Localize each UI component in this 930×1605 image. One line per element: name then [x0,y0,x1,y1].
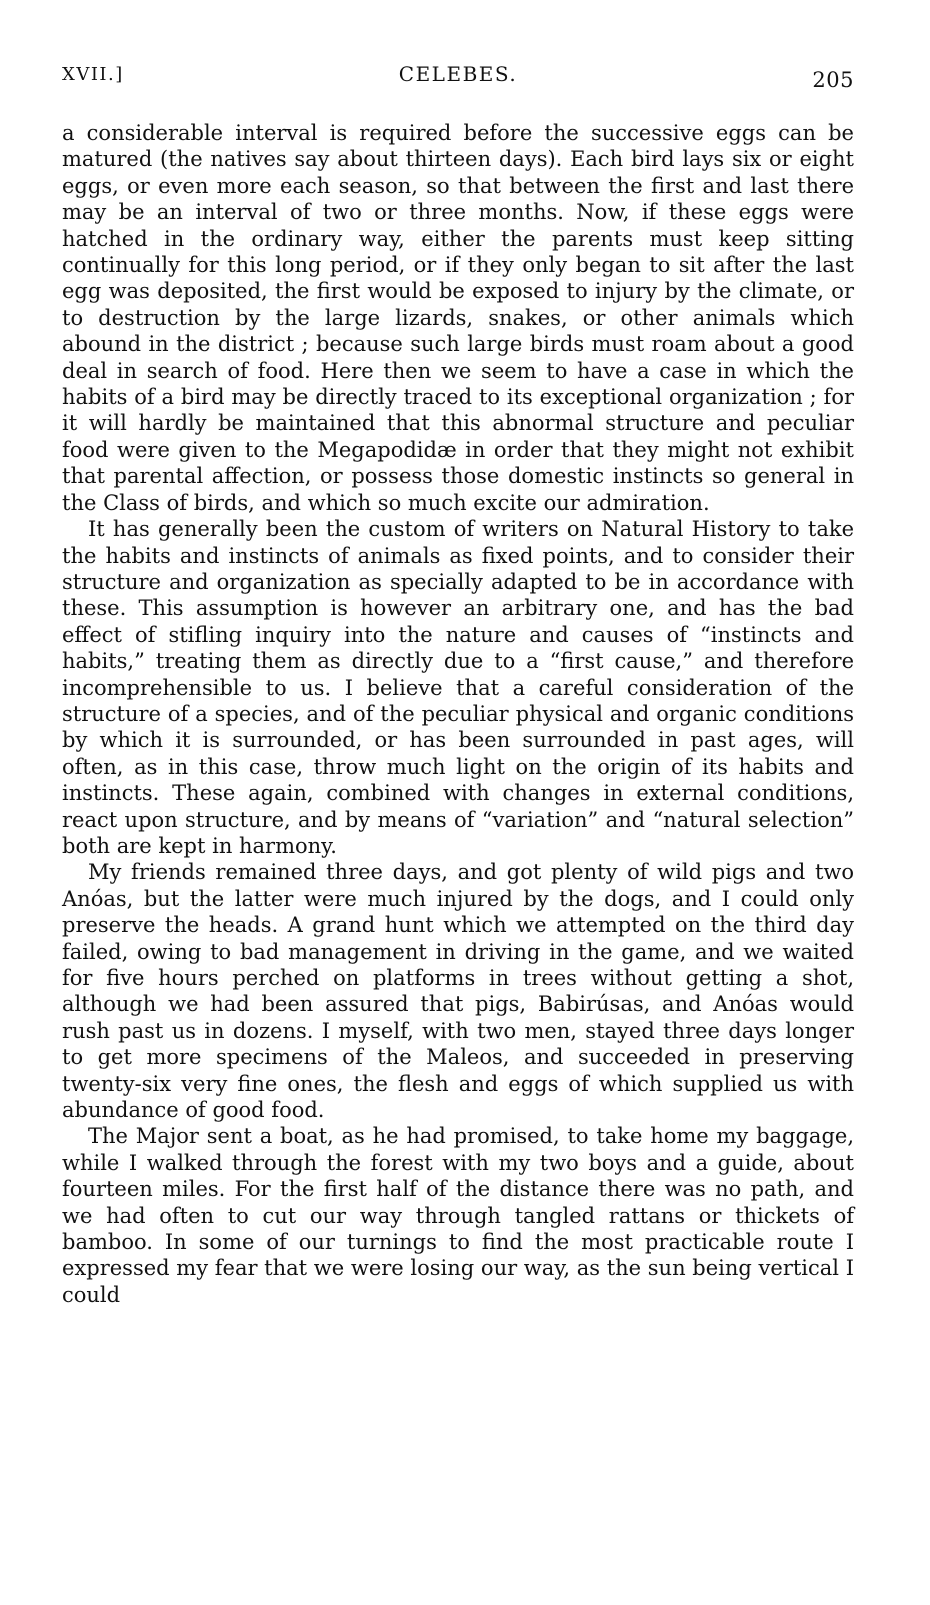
running-header [62,58,854,110]
paragraph-continued: a considerable interval is required before the successive eggs can be matured (the natives say about thirteen days). Each bird lays six or eight eggs, or even more each season, so that between the first and last there may be an interval of two or three months. Now, if these eggs were hatched in the ordinary way, either the parents must keep sitting continually for this long period, or if they only began to sit after the last egg was deposited, the first would be exposed to injury by the climate, or to destruction by the large lizards, snakes, or other animals which abound in the district ; because such large birds must roam about a good deal in search of food. Here then we seem to have a case in which the habits of a bird may be directly traced to its exceptional organization ; for it will hardly be maintained that this abnormal structure and peculiar food were given to the Megapodidæ in order that they might not exhibit that parental affection, or possess those domestic instincts so general in the Class of birds, and which so much excite our admiration. [62,121,854,515]
running-title: CELEBES. [398,62,518,86]
paragraph: The Major sent a boat, as he had promised, to take home my baggage, while I walked through the forest with my two boys and a guide, about fourteen miles. For the first half of the distance there was no path, and we had often to cut our way through tangled rattans or thickets of bamboo. In some of our turnings to find the most practicable route I expressed my fear that we were losing our way, as the sun being vertical I could [62,1124,854,1307]
chapter-number: XVII.] [62,64,124,85]
body-text [62,120,854,1308]
page-number: 205 [812,68,854,92]
paragraph: It has generally been the custom of writers on Natural History to take the habits and instincts of animals as fixed points, and to consider their structure and organization as specially adapted to be in accordance with these. This assumption is however an arbitrary one, and has the bad effect of stifling inquiry into the nature and causes of “instincts and habits,” treating them as directly due to a “first cause,” and therefore incomprehensible to us. I believe that a careful consideration of the structure of a species, and of the peculiar physical and organic conditions by which it is surrounded, or has been surrounded in past ages, will often, as in this case, throw much light on the origin of its habits and instincts. These again, combined with changes in external conditions, react upon structure, and by means of “variation” and “natural selection” both are kept in harmony. [62,517,854,858]
paragraph: My friends remained three days, and got plenty of wild pigs and two Anóas, but the latter were much injured by the dogs, and I could only preserve the heads. A grand hunt which we attempted on the third day failed, owing to bad management in driving in the game, and we waited for five hours perched on platforms in trees without getting a shot, although we had been assured that pigs, Babirúsas, and Anóas would rush past us in dozens. I myself, with two men, stayed three days longer to get more specimens of the Maleos, and succeeded in preserving twenty-six very fine ones, the flesh and eggs of which supplied us with abundance of good food. [62,860,854,1123]
book-page [62,58,854,1308]
